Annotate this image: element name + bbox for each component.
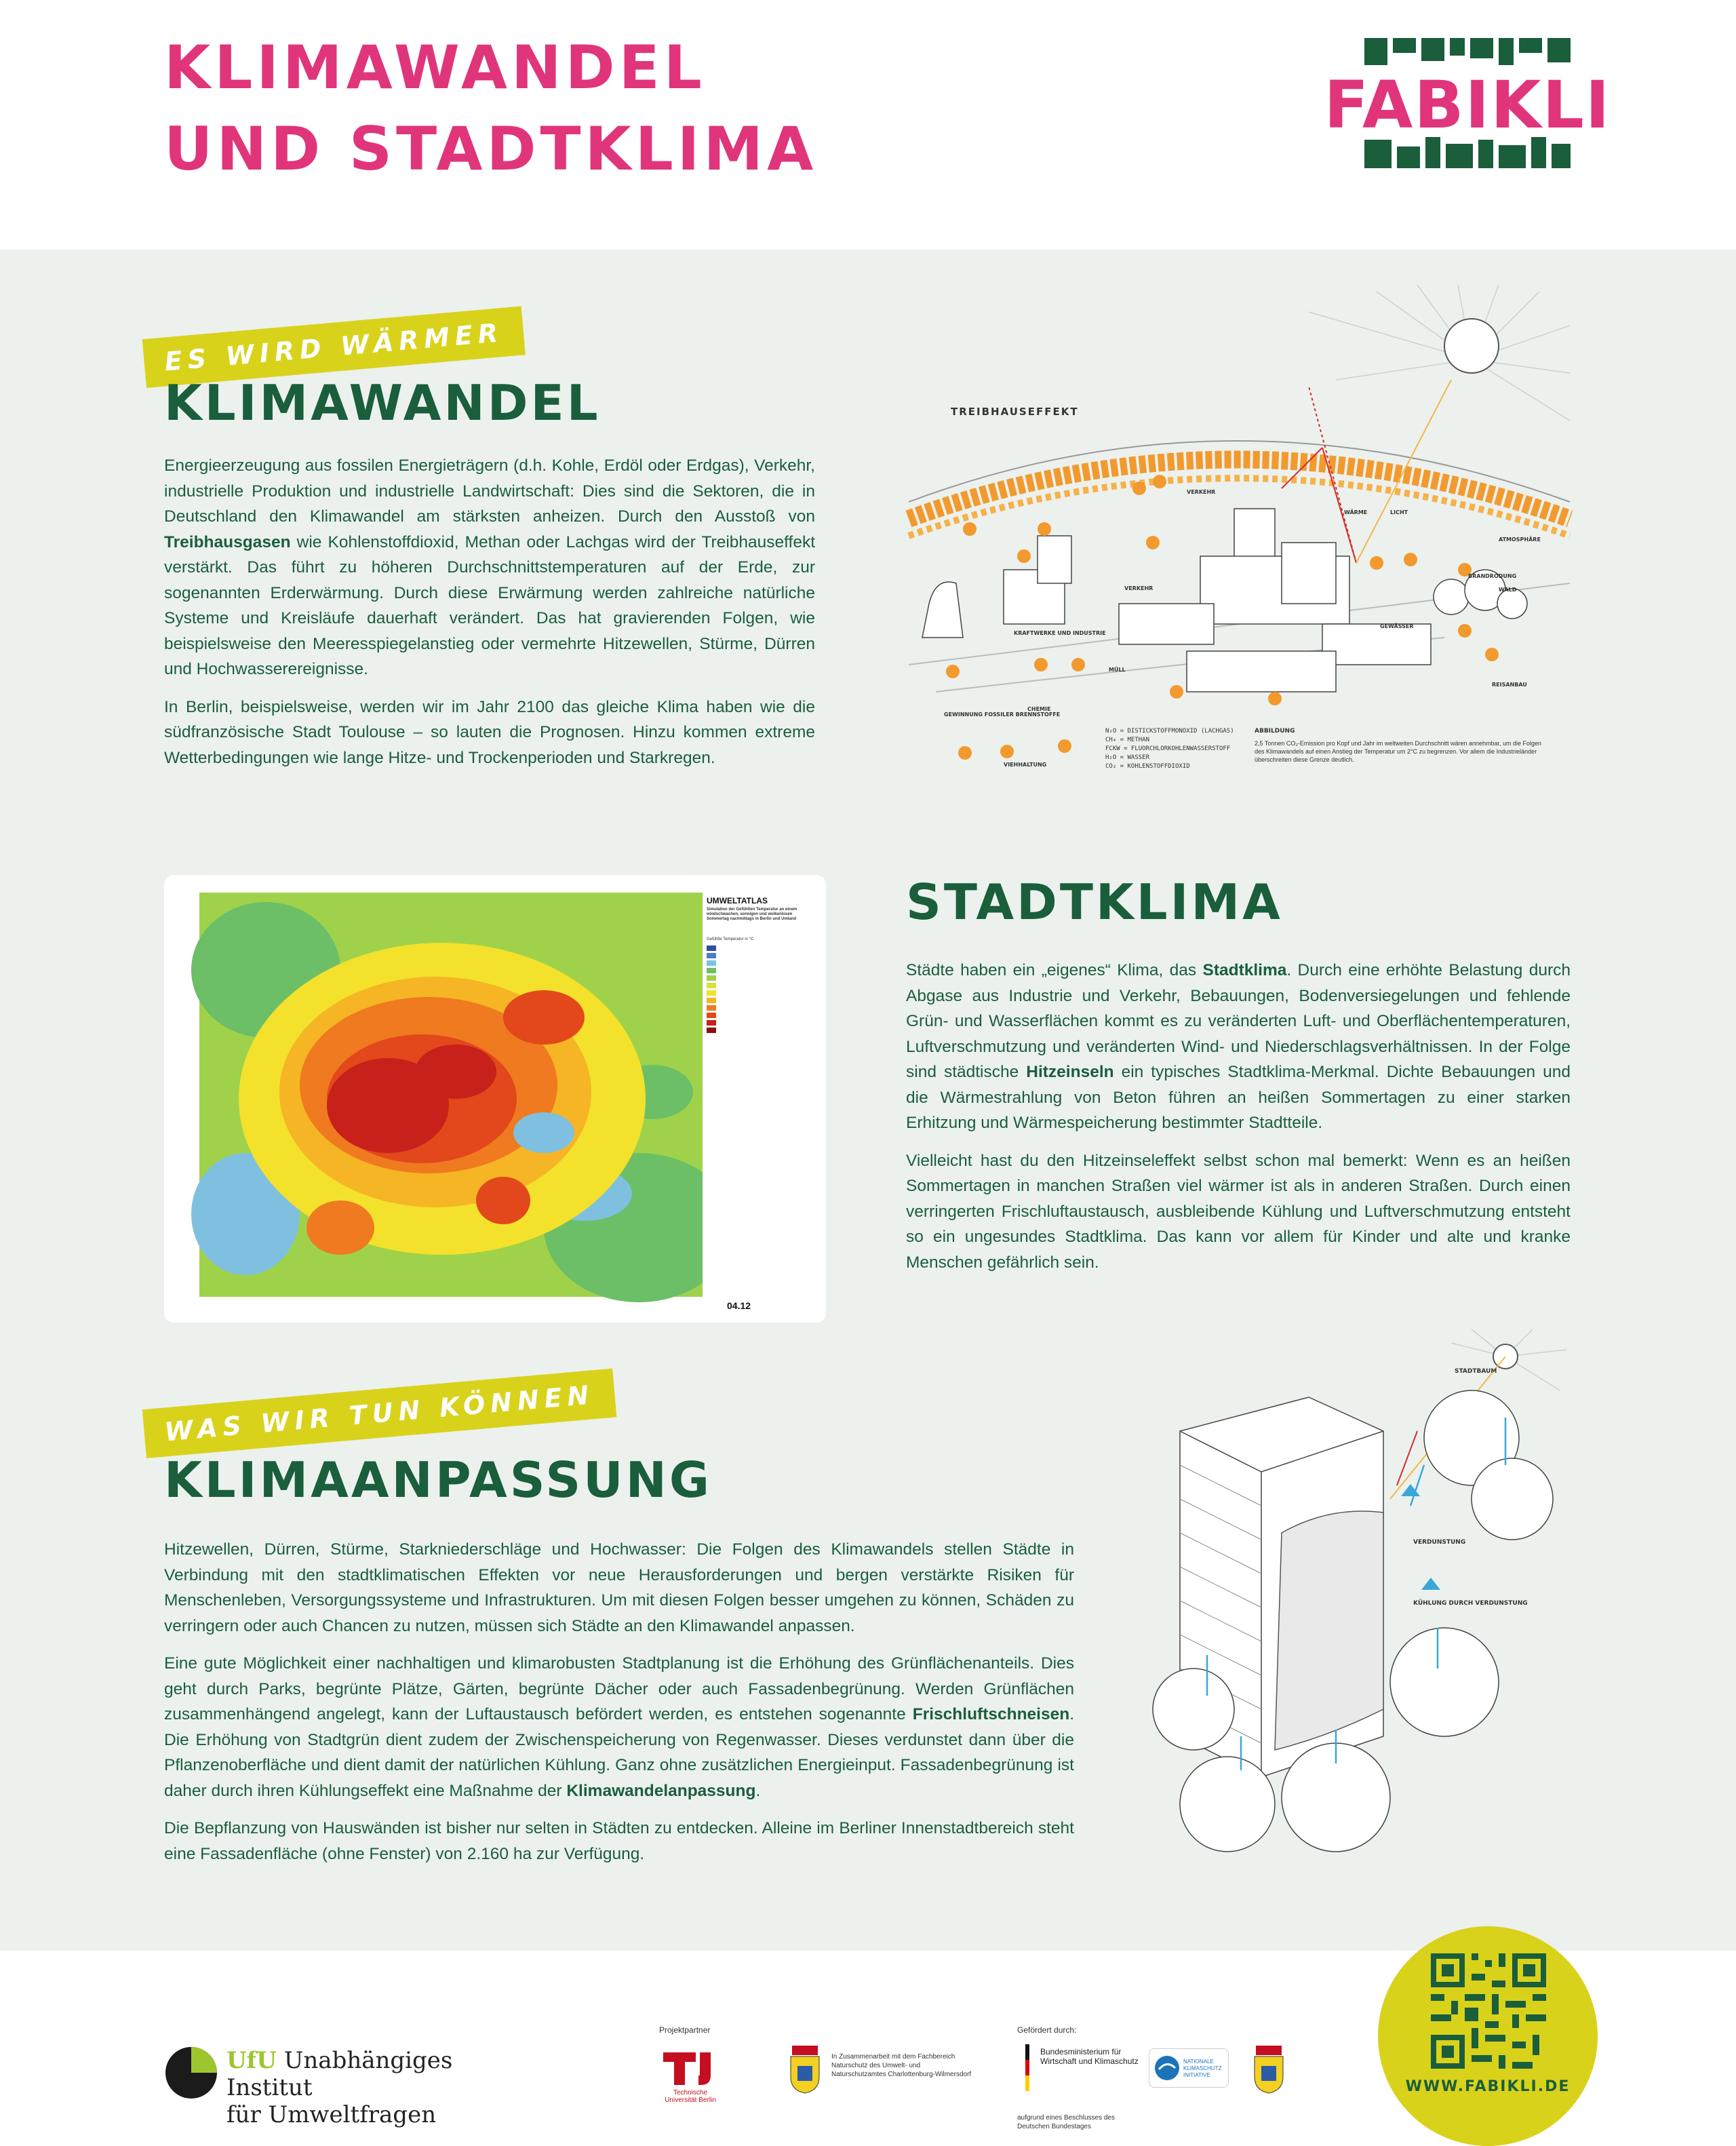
- bezirk-wappen-2: [1252, 2046, 1286, 2094]
- map-legend-title: Gefühlte Temperatur in °C: [707, 937, 754, 941]
- partner-label: Projektpartner: [659, 2025, 711, 2035]
- fassadenbegruenung-illustration: [1153, 1329, 1573, 1858]
- legend-ch4: CH₄ = METHAN: [1105, 737, 1150, 743]
- map-atlas-title: UMWELTATLAS: [707, 896, 768, 905]
- treibhauseffekt-illustration: [902, 285, 1573, 794]
- umweltatlas-map-card: [164, 875, 826, 1323]
- klimawandel-text: [164, 453, 815, 783]
- label-gewinnung: GEWINNUNG FOSSILER BRENNSTOFFE: [944, 711, 1061, 718]
- label-brandrodung: BRANDRODUNG: [1468, 573, 1517, 579]
- label-chemie: CHEMIE: [1027, 706, 1051, 712]
- heading-klimawandel: KLIMAWANDEL: [164, 374, 601, 431]
- label-verkehr: VERKEHR: [1124, 585, 1153, 591]
- bmwk-text: Bundesministerium für Wirtschaft und Klimaschutz: [1040, 2047, 1139, 2066]
- treibhauseffekt-title: TREIBHAUSEFFEKT: [951, 406, 1079, 418]
- tu-berlin-text: Technische Universität Berlin: [665, 2089, 716, 2104]
- map-legend-swatch: [707, 953, 716, 958]
- page-title: [164, 27, 817, 190]
- stadtklima-text: [906, 958, 1571, 1287]
- label-stadtbaum: STADTBAUM: [1455, 1368, 1497, 1375]
- map-legend-swatch: [707, 1020, 716, 1026]
- legend-n2o: N₂O = DISTICKSTOFFMONOXID (LACHGAS): [1105, 728, 1234, 735]
- funded-label: Gefördert durch:: [1017, 2025, 1077, 2035]
- heading-stadtklima: STADTKLIMA: [906, 874, 1283, 931]
- label-viehhaltung: VIEHHALTUNG: [1004, 762, 1047, 768]
- tu-berlin-logo: [656, 2048, 724, 2109]
- klimaanpassung-paragraph-2: Eine gute Möglichkeit einer nachhaltigen und klimarobusten Stadtplanung ist die Erhöhung des Grünflächenanteils. Dies geht durch Parks, begrünte Plätze, Gärten, begrünte Dächer oder auch Fassadenbegrünung. Werden Grünflächen zusammenhängend angelegt, kann der Luftaustausch befördert werden, es entstehen sogenannte Frischluftschneisen. Die Erhöhung von Stadtgrün dient zudem der Zwischenspeicherung von Regenwasser. Dieses verdunstet dann über die Pflanzenoberfläche und dient damit der natürlichen Kühlung. Ganz ohne zusätzlichen Energieinput. Fassadenbegrünung ist daher durch ihren Kühlungseffekt eine Maßnahme der Klimawandelanpassung.: [164, 1654, 1074, 1800]
- abbildung-title: ABBILDUNG: [1255, 728, 1295, 735]
- label-kuehlung: KÜHLUNG DURCH VERDUNSTUNG: [1413, 1600, 1528, 1607]
- label-reisanbau: REISANBAU: [1492, 682, 1527, 688]
- map-legend-swatch: [707, 945, 716, 951]
- qr-code-icon[interactable]: [1431, 1953, 1546, 2069]
- label-wald: WALD: [1499, 587, 1517, 593]
- bmwk-logo: [1017, 2044, 1139, 2105]
- bezirk-wappen-1: [788, 2046, 822, 2094]
- klimaanpassung-paragraph-1: Hitzewellen, Dürren, Stürme, Starkniederschläge und Hochwasser: Die Folgen des Klimawandels stellen Städte in Verbindung mit den stadtklimatischen Effekten vor neue Herausforderungen und bergen verstärkte Risiken für Menschenleben, Versorgungssysteme und Infrastrukturen. Um mit diesen Folgen besser umgehen zu können, Schäden zu verringern oder auch Chancen zu nutzen, müssen sich Städte an den Klimawandel anpassen.: [164, 1540, 1074, 1635]
- bezirk-text: In Zusammenarbeit mit dem Fachbereich Naturschutz des Umwelt- und Naturschutzamtes Charlottenburg-Wilmersdorf: [831, 2053, 972, 2078]
- label-atmosphaere: ATMOSPHÄRE: [1499, 536, 1541, 543]
- map-legend-swatch: [707, 960, 716, 966]
- fabikli-logo-text: FABIKLI: [1324, 67, 1611, 143]
- label-licht: LICHT: [1390, 509, 1408, 515]
- legend-fckw: FCKW = FLUORCHLORKOHLENWASSERSTOFF: [1105, 745, 1231, 752]
- klimaanpassung-text: [164, 1537, 1074, 1879]
- klimawandel-paragraph-2: In Berlin, beispielsweise, werden wir im Jahr 2100 das gleiche Klima haben wie die südfranzösische Stadt Toulouse – so lauten die Prognosen. Hinzu kommen extreme Wetterbedingungen wie lange Hitze- und Trockenperioden und Starkregen.: [164, 697, 815, 767]
- label-muell: MÜLL: [1109, 667, 1126, 673]
- ufu-logo: [164, 2043, 544, 2128]
- map-number: 04.12: [727, 1300, 751, 1311]
- legend-h2o: H₂O = WASSER: [1105, 754, 1150, 761]
- map-legend-swatch: [707, 975, 716, 981]
- nki-text: NATIONALE KLIMASCHUTZ INITIATIVE: [1183, 2059, 1222, 2078]
- label-kraftwerke: KRAFTWERKE UND INDUSTRIE: [1014, 630, 1106, 636]
- legend-co2: CO₂ = KOHLENSTOFFDIOXID: [1105, 763, 1190, 770]
- label-gewaesser: GEWÄSSER: [1380, 623, 1414, 629]
- map-legend-swatch: [707, 983, 716, 988]
- bundestag-text: aufgrund eines Beschlusses des Deutschen Bundestages: [1017, 2114, 1115, 2130]
- abbildung-text: 2,5 Tonnen CO₂-Emission pro Kopf und Jahr im weltweiten Durchschnitt wären annehmbar, um die Folgen des Klimawandels auf einen Anstieg der Temperatur um 2°C zu begrenzen. Vor allem die Industrieländer überschreiten diese Grenze deutlich.: [1255, 740, 1542, 763]
- label-waerme: WÄRME: [1344, 509, 1368, 515]
- heading-klimaanpassung: KLIMAANPASSUNG: [164, 1451, 712, 1508]
- tag-es-wird-waermer: ES WIRD WÄRMER: [142, 306, 526, 388]
- page-title-line1: KLIMAWANDEL: [164, 33, 706, 102]
- map-legend-swatch: [707, 1013, 716, 1018]
- label-verkehr-air: VERKEHR: [1187, 489, 1216, 495]
- klimawandel-paragraph-1: Energieerzeugung aus fossilen Energieträgern (d.h. Kohle, Erdöl oder Erdgas), Verkehr, industrielle Produktion und industrielle Landwirtschaft: Dies sind die Sektoren, die in Deutschland den Klimawandel am stärksten anheizen. Durch den Ausstoß von Treibhausgasen wie Kohlenstoffdioxid, Methan oder Lachgas wird der Treibhauseffekt verstärkt. Das führt zu höheren Durchschnittstemperaturen auf der Erde, zur sogenannten Erderwärmung. Durch diese Erwärmung werden zahlreiche natürliche Systeme und Kreisläufe dauerhaft verändert. Das hat gravierenden Folgen, wie beispielsweise den Meeresspiegelanstieg oder vermehrte Hitzewellen, Stürme, Dürren und Hochwasserereignisse.: [164, 456, 815, 678]
- ufu-line1: Unabhängiges Institut: [226, 2047, 453, 2101]
- map-subtitle: Simulation der Gefühlten Temperatur an einem windschwachen, sonnigen und wolkenlosen Sommertag nachmittags in Berlin und Umland: [707, 908, 797, 921]
- stadtklima-paragraph-2: Vielleicht hast du den Hitzeinseleffekt selbst schon mal bemerkt: Wenn es an heißen Sommertagen in manchen Straßen viel wärmer ist als in anderen Straßen. Durch einen verringerten Frischluftaustausch, ausbleibende Kühlung und Luftverschmutzung entsteht so ein ungesundes Stadtklima. Das kann vor allem für Kinder und alte und kranke Menschen gefährlich sein.: [906, 1151, 1571, 1272]
- map-legend-swatch: [707, 998, 716, 1003]
- page-title-line2: UND STADTKLIMA: [164, 114, 818, 184]
- map-legend-swatch: [707, 1005, 716, 1011]
- fabikli-logo: [1324, 38, 1611, 168]
- label-verdunstung: VERDUNSTUNG: [1413, 1539, 1466, 1546]
- map-legend-swatch: [707, 990, 716, 996]
- tag-was-wir-tun-koennen: WAS WIR TUN KÖNNEN: [142, 1369, 616, 1458]
- qr-badge[interactable]: [1378, 1926, 1598, 2146]
- ufu-abbr: UfU: [226, 2047, 277, 2074]
- heat-map: [164, 875, 826, 1323]
- ufu-circle-icon: [164, 2043, 218, 2100]
- map-legend-swatch: [707, 968, 716, 973]
- stadtklima-paragraph-1: Städte haben ein „eigenes“ Klima, das Stadtklima. Durch eine erhöhte Belastung durch Abgase aus Industrie und Verkehr, Bebauungen, Bodenversiegelungen und fehlende Grün- und Wasserflächen kommt es zu veränderten Luft- und Oberflächentemperaturen, Luftverschmutzung und veränderten Wind- und Niederschlagsverhältnissen. In der Folge sind städtische Hitzeinseln ein typisches Stadtklima-Merkmal. Dichte Bebauungen und die Wärmestrahlung von Beton führen an heißen Sommertagen zu einer starken Erhitzung und Wärmespeicherung bestimmter Stadtteile.: [906, 961, 1571, 1132]
- map-legend-swatch: [707, 1028, 716, 1033]
- ufu-line2: für Umweltfragen: [226, 2101, 437, 2128]
- klimaanpassung-paragraph-3: Die Bepflanzung von Hauswänden ist bisher nur selten in Städten zu entdecken. Alleine im Berliner Innenstadtbereich steht eine Fassadenfläche (ohne Fenster) von 2.160 ha zur Verfügung.: [164, 1819, 1074, 1863]
- website-url[interactable]: WWW.FABIKLI.DE: [1405, 2078, 1571, 2095]
- nki-logo: [1149, 2048, 1229, 2088]
